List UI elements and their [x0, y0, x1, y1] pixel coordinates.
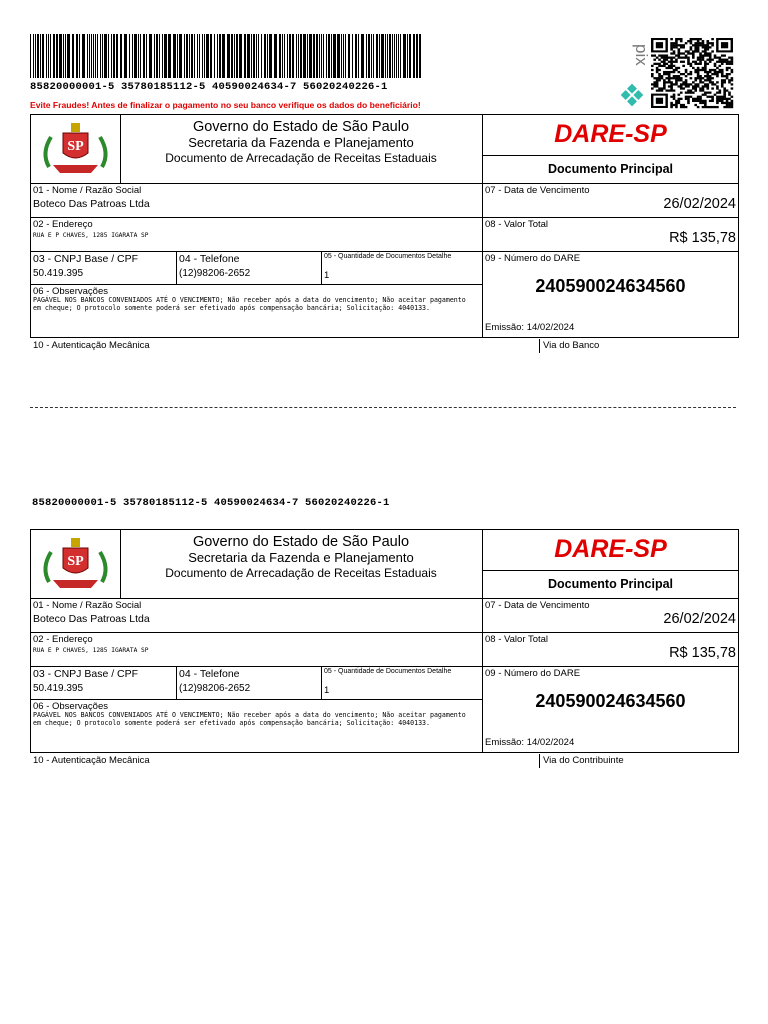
fraud-warning: Evite Fraudes! Antes de finalizar o pagamento no seu banco verifique os dados do beneficiário!: [30, 100, 421, 110]
detail-count-value: 1: [324, 685, 330, 696]
name-label: 01 - Nome / Razão Social: [33, 185, 142, 196]
total-label: 08 - Valor Total: [485, 634, 549, 645]
name-value: Boteco Das Patroas Ltda: [33, 198, 150, 210]
notes-label: 06 - Observações: [33, 701, 108, 712]
total-value: R$ 135,78: [669, 645, 736, 661]
pix-qr-code: [651, 38, 733, 108]
dare-number-label: 09 - Número do DARE: [485, 253, 581, 264]
seal-box: [30, 529, 121, 599]
detail-count-label: 05 - Quantidade de Documentos Detalhe: [324, 668, 452, 675]
sp-state-seal-icon: [31, 115, 120, 183]
phone-value: (12)98206-2652: [179, 683, 251, 694]
phone-label: 04 - Telefone: [179, 253, 240, 265]
address-value: RUA E P CHAVES, 1285 IGARATA SP: [33, 647, 149, 654]
due-date-value: 26/02/2024: [663, 611, 736, 627]
name-value: Boteco Das Patroas Ltda: [33, 613, 150, 625]
slip-taxpayer-copy: [30, 529, 739, 779]
cnpj-value: 50.419.395: [33, 683, 84, 694]
phone-label: 04 - Telefone: [179, 668, 240, 680]
copy-type-label: Via do Banco: [543, 340, 600, 351]
dare-sp-brand: DARE-SP: [554, 120, 667, 148]
dare-sp-brand: DARE-SP: [554, 535, 667, 563]
document-type: Documento Principal: [547, 162, 674, 176]
detail-count-label: 05 - Quantidade de Documentos Detalhe: [324, 253, 452, 260]
seal-text: SP: [67, 554, 84, 569]
name-label: 01 - Nome / Razão Social: [33, 600, 142, 611]
emission-date: Emissão: 14/02/2024: [485, 737, 575, 748]
mechanical-auth-label: 10 - Autenticação Mecânica: [33, 340, 150, 351]
notes-label: 06 - Observações: [33, 286, 108, 297]
total-label: 08 - Valor Total: [485, 219, 549, 230]
dare-number-value: 240590024634560: [535, 276, 686, 296]
address-label: 02 - Endereço: [33, 219, 93, 230]
document-title: Documento de Arrecadação de Receitas Estaduais: [165, 566, 437, 580]
document-type: Documento Principal: [547, 577, 674, 591]
cnpj-value: 50.419.395: [33, 268, 84, 279]
seal-box: [30, 114, 121, 184]
sp-state-seal-icon: [31, 530, 120, 598]
dare-number-label: 09 - Número do DARE: [485, 668, 581, 679]
secretariat-title: Secretaria da Fazenda e Planejamento: [188, 135, 414, 150]
address-label: 02 - Endereço: [33, 634, 93, 645]
slip-bank-copy: [30, 114, 739, 364]
payment-barcode: [30, 34, 422, 78]
notes-value: PAGÁVEL NOS BANCOS CONVENIADOS ATÉ O VENCIMENTO; Não receber após a data do vencimento; Não aceitar pagamento em cheque; O protocolo somente poderá ser efetivado após compensação bancária; Solicitação: 4040133.: [33, 296, 466, 313]
document-title: Documento de Arrecadação de Receitas Estaduais: [165, 151, 437, 165]
pix-logo-text: pix: [632, 44, 651, 66]
copy-type-label: Via do Contribuinte: [543, 755, 624, 766]
government-title: Governo do Estado de São Paulo: [192, 119, 410, 135]
typeable-line-2: 85820000001-5 35780185112-5 40590024634-7 56020240226-1: [32, 497, 390, 509]
dare-number-value: 240590024634560: [535, 691, 686, 711]
detail-count-value: 1: [324, 270, 330, 281]
address-value: RUA E P CHAVES, 1285 IGARATA SP: [33, 232, 149, 239]
emission-date: Emissão: 14/02/2024: [485, 322, 575, 333]
government-title: Governo do Estado de São Paulo: [192, 534, 410, 550]
seal-text: SP: [67, 139, 84, 154]
due-date-value: 26/02/2024: [663, 196, 736, 212]
total-value: R$ 135,78: [669, 230, 736, 246]
due-date-label: 07 - Data de Vencimento: [485, 600, 590, 611]
cnpj-label: 03 - CNPJ Base / CPF: [33, 668, 139, 680]
secretariat-title: Secretaria da Fazenda e Planejamento: [188, 550, 414, 565]
mechanical-auth-label: 10 - Autenticação Mecânica: [33, 755, 150, 766]
typeable-line: 85820000001-5 35780185112-5 40590024634-7 56020240226-1: [30, 81, 388, 93]
phone-value: (12)98206-2652: [179, 268, 251, 279]
due-date-label: 07 - Data de Vencimento: [485, 185, 590, 196]
pix-logo: [617, 40, 651, 110]
notes-value: PAGÁVEL NOS BANCOS CONVENIADOS ATÉ O VENCIMENTO; Não receber após a data do vencimento; Não aceitar pagamento em cheque; O protocolo somente poderá ser efetivado após compensação bancária; Solicitação: 4040133.: [33, 711, 466, 728]
cnpj-label: 03 - CNPJ Base / CPF: [33, 253, 139, 265]
cut-line: [30, 407, 736, 408]
